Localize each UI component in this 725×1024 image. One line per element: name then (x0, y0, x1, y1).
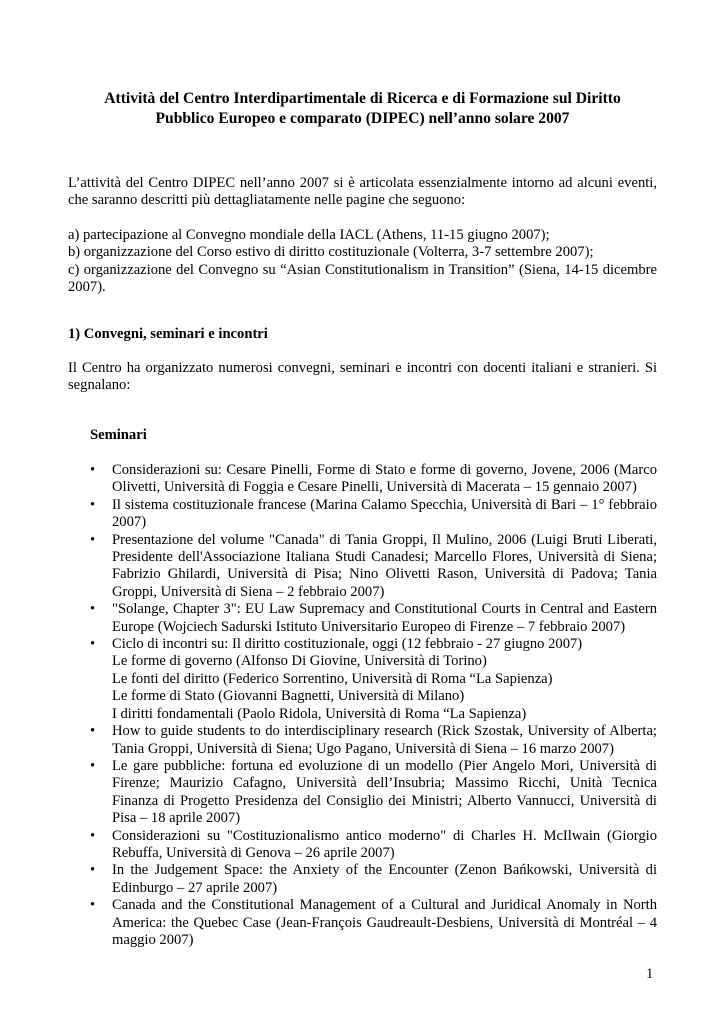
section-paragraph (68, 360, 657, 395)
bullet-icon: • (90, 827, 96, 844)
ciclo-sub-item: Le forme di Stato (Giovanni Bagnetti, Università di Milano) (112, 688, 465, 705)
list-item-text: Presentazione del volume "Canada" di Tania Groppi, Il Mulino, 2006 (Luigi Bruti Liberati, Presidente dell'Associazione Italiana Studi Canadesi; Marcello Flores, Università di Siena; Fabrizio Ghilardi, Università di Pisa; Nino Olivetti Rason, Università di Padova; Tania Groppi, Università di Siena – 2 febbraio 2007) (112, 531, 657, 600)
ciclo-sub-item: Le forme di governo (Alfonso Di Giovine, Università di Torino) (112, 653, 487, 670)
list-item (90, 462, 657, 497)
bullet-icon: • (90, 601, 96, 618)
list-item (90, 601, 657, 636)
list-item (90, 636, 657, 723)
list-item (90, 723, 657, 758)
list-item (90, 532, 657, 602)
bullet-icon: • (90, 531, 96, 548)
intro-text: L’attività del Centro DIPEC nell’anno 2007 si è articolata essenzialmente intorno ad alcuni eventi, che saranno descritti più dettagliatamente nelle pagine che seguono: (68, 175, 657, 209)
seminari-heading: Seminari (90, 427, 147, 443)
list-item-text: How to guide students to do interdisciplinary research (Rick Szostak, University of Alberta; Tania Groppi, Università di Siena; Ugo Pagano, Università di Siena – 16 marzo 2007) (112, 723, 657, 757)
bullet-icon: • (90, 862, 96, 879)
list-item (90, 497, 657, 532)
list-item (90, 862, 657, 897)
bullet-icon: • (90, 496, 96, 513)
list-item-text: Canada and the Constitutional Management of a Cultural and Juridical Anomaly in North America: the Quebec Case (Jean-François Gaudreault-Desbiens, Università di Montréal – 4 maggio 2007) (112, 897, 657, 948)
list-item-text: Considerazioni su: Cesare Pinelli, Forme di Stato e forme di governo, Jovene, 2006 (Marco Olivetti, Università di Foggia e Cesare Pinelli, Università di Macerata – 15 gennaio 2007) (112, 462, 657, 496)
bullet-icon: • (90, 636, 96, 653)
section-heading: 1) Convegni, seminari e incontri (68, 326, 268, 342)
list-item-text: "Solange, Chapter 3": EU Law Supremacy and Constitutional Courts in Central and Eastern Europe (Wojciech Sadurski Istituto Universitario Europeo di Firenze – 7 febbraio 2007) (112, 601, 657, 635)
list-item (90, 828, 657, 863)
section-text: Il Centro ha organizzato numerosi convegni, seminari e incontri con docenti italiani e stranieri. Si segnalano: (68, 360, 657, 394)
intro-item-c: c) organizzazione del Convegno su “Asian Constitutionalism in Transition” (Siena, 14-15 dicembre 2007). (68, 261, 657, 296)
intro-item-a: a) partecipazione al Convegno mondiale della IACL (Athens, 11-15 giugno 2007); (68, 227, 550, 243)
intro-item-b: b) organizzazione del Corso estivo di diritto costituzionale (Volterra, 3-7 settembre 2007); (68, 244, 594, 261)
bullet-icon: • (90, 462, 96, 478)
ciclo-sub-item: Le fonti del diritto (Federico Sorrentino, Università di Roma “La Sapienza) (112, 670, 553, 687)
intro-paragraph (68, 175, 657, 210)
list-item (90, 897, 657, 949)
bullet-icon: • (90, 897, 96, 914)
title-line-1: Attività del Centro Interdipartimentale di Ricerca e di Formazione sul Diritto (104, 90, 621, 107)
bullet-icon: • (90, 757, 96, 774)
list-item-text: In the Judgement Space: the Anxiety of the Encounter (Zenon Bańkowski, Università di Edinburgo – 27 aprile 2007) (112, 862, 657, 896)
list-item-text: Le gare pubbliche: fortuna ed evoluzione di un modello (Pier Angelo Mori, Università di Firenze; Maurizio Cafagno, Università dell’Insubria; Massimo Ricchi, Unità Tecnica Finanza di Progetto Presidenza del Consiglio dei Ministri; Alberto Vannucci, Università di Pisa – 18 aprile 2007) (112, 757, 657, 827)
intro-list (68, 227, 657, 297)
bullet-icon: • (90, 723, 96, 740)
seminari-list (90, 462, 657, 949)
list-item-text: Il sistema costituzionale francese (Marina Calamo Specchia, Università di Bari – 1° febbraio 2007) (112, 496, 657, 531)
title-line-2: Pubblico Europeo e comparato (DIPEC) nell’anno solare 2007 (155, 110, 570, 127)
list-item-text: Considerazioni su "Costituzionalismo antico moderno" di Charles H. McIlwain (Giorgio Rebuffa, Università di Genova – 26 aprile 2007) (112, 827, 657, 861)
ciclo-sub-item: I diritti fondamentali (Paolo Ridola, Università di Roma “La Sapienza) (112, 705, 527, 722)
document-title (60, 89, 665, 129)
list-item (90, 758, 657, 828)
list-item-text: Ciclo di incontri su: Il diritto costituzionale, oggi (12 febbraio - 27 giugno 2007) (112, 636, 583, 653)
page-number: 1 (646, 966, 654, 982)
